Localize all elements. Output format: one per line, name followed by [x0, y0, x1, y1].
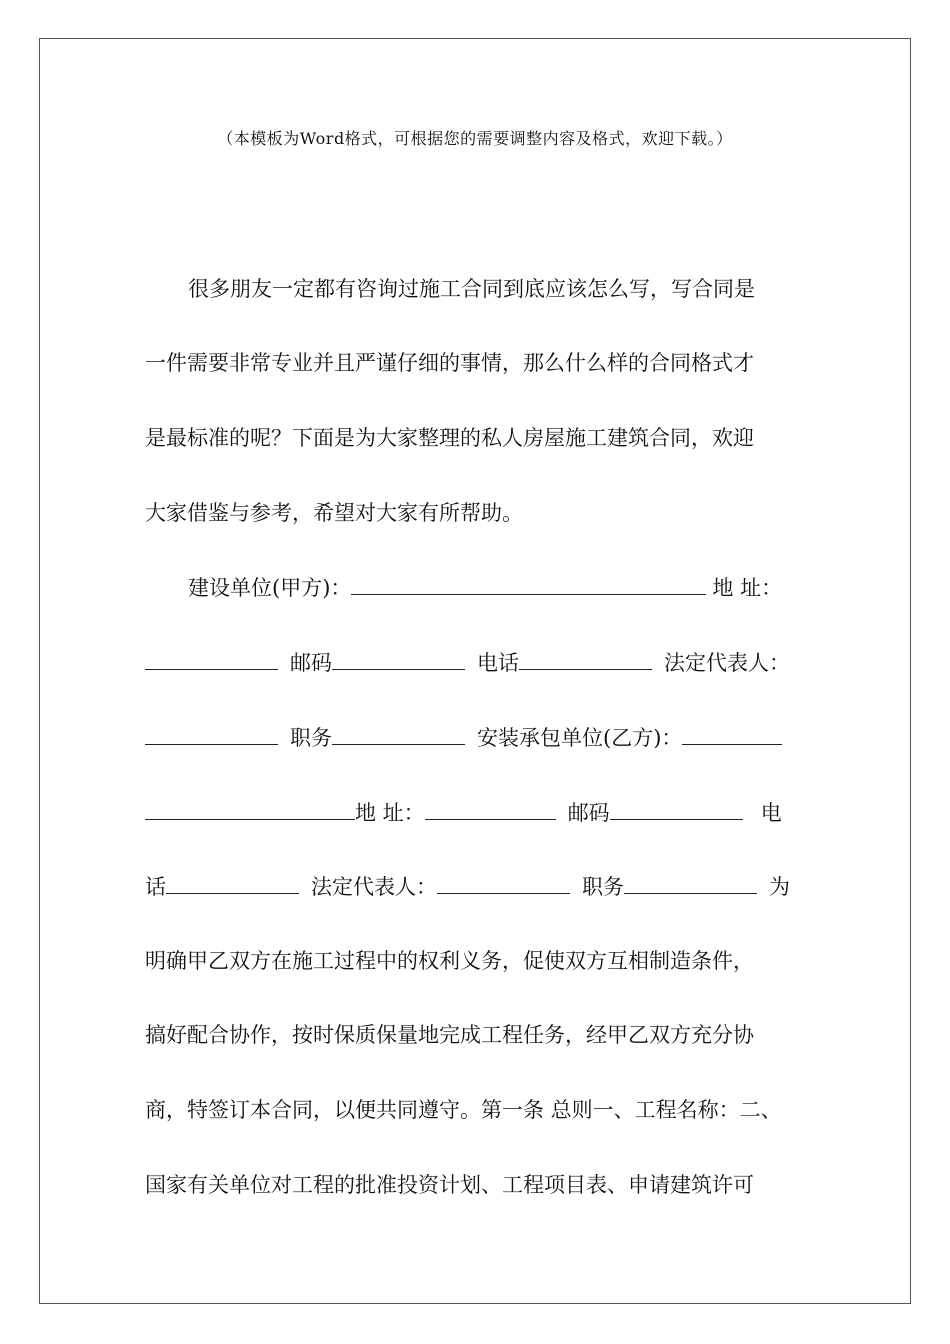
body-line-2: 搞好配合协作，按时保质保量地完成工程任务，经甲乙双方充分协	[145, 1023, 754, 1047]
address-label-b: 地 址：	[355, 801, 425, 825]
phone-blank	[519, 647, 652, 670]
party-a-blank	[351, 572, 706, 595]
form-line-2	[145, 647, 790, 678]
legal-rep-label-b: 法定代表人：	[311, 875, 437, 899]
for-label: 为	[769, 875, 790, 899]
body-line-4: 国家有关单位对工程的批准投资计划、工程项目表、申请建筑许可	[145, 1173, 754, 1197]
party-b-label: 安装承包单位(乙方)：	[477, 726, 683, 750]
phone-label-b-part1: 电	[760, 801, 782, 825]
form-line-4	[145, 797, 782, 828]
address-b-blank	[425, 797, 556, 820]
position-blank	[332, 722, 465, 745]
phone-label-b-part2: 话	[145, 875, 166, 899]
position-b-blank	[624, 871, 757, 894]
form-line-1	[188, 572, 782, 603]
position-label: 职务	[290, 726, 332, 750]
party-a-label: 建设单位(甲方)：	[188, 576, 352, 600]
phone-b-blank	[166, 871, 299, 894]
intro-line-1: 很多朋友一定都有咨询过施工合同到底应该怎么写，写合同是	[188, 277, 755, 301]
address-label: 地 址：	[712, 576, 783, 600]
address-blank	[145, 647, 278, 670]
legal-rep-b-blank	[437, 871, 570, 894]
party-b-blank	[682, 722, 782, 745]
position-label-b: 职务	[582, 875, 624, 899]
form-line-3	[145, 722, 782, 753]
intro-line-2: 一件需要非常专业并且严谨仔细的事情，那么什么样的合同格式才	[145, 351, 754, 375]
form-line-5	[145, 871, 790, 902]
postcode-blank	[332, 647, 465, 670]
intro-line-3: 是最标准的呢？下面是为大家整理的私人房屋施工建筑合同，欢迎	[145, 426, 754, 450]
postcode-label: 邮码	[290, 651, 332, 675]
body-line-1: 明确甲乙双方在施工过程中的权利义务，促使双方互相制造条件，	[145, 949, 754, 973]
intro-line-4: 大家借鉴与参考，希望对大家有所帮助。	[145, 501, 523, 525]
phone-label: 电话	[477, 651, 519, 675]
legal-rep-label: 法定代表人：	[664, 651, 790, 675]
template-note: （本模板为Word格式，可根据您的需要调整内容及格式，欢迎下载。）	[217, 129, 733, 148]
postcode-b-blank	[610, 797, 743, 820]
body-line-3: 商，特签订本合同，以便共同遵守。第一条 总则一、工程名称：二、	[145, 1098, 782, 1122]
party-b-blank-cont	[145, 797, 355, 820]
postcode-label-b: 邮码	[567, 801, 610, 825]
legal-rep-blank	[145, 722, 278, 745]
